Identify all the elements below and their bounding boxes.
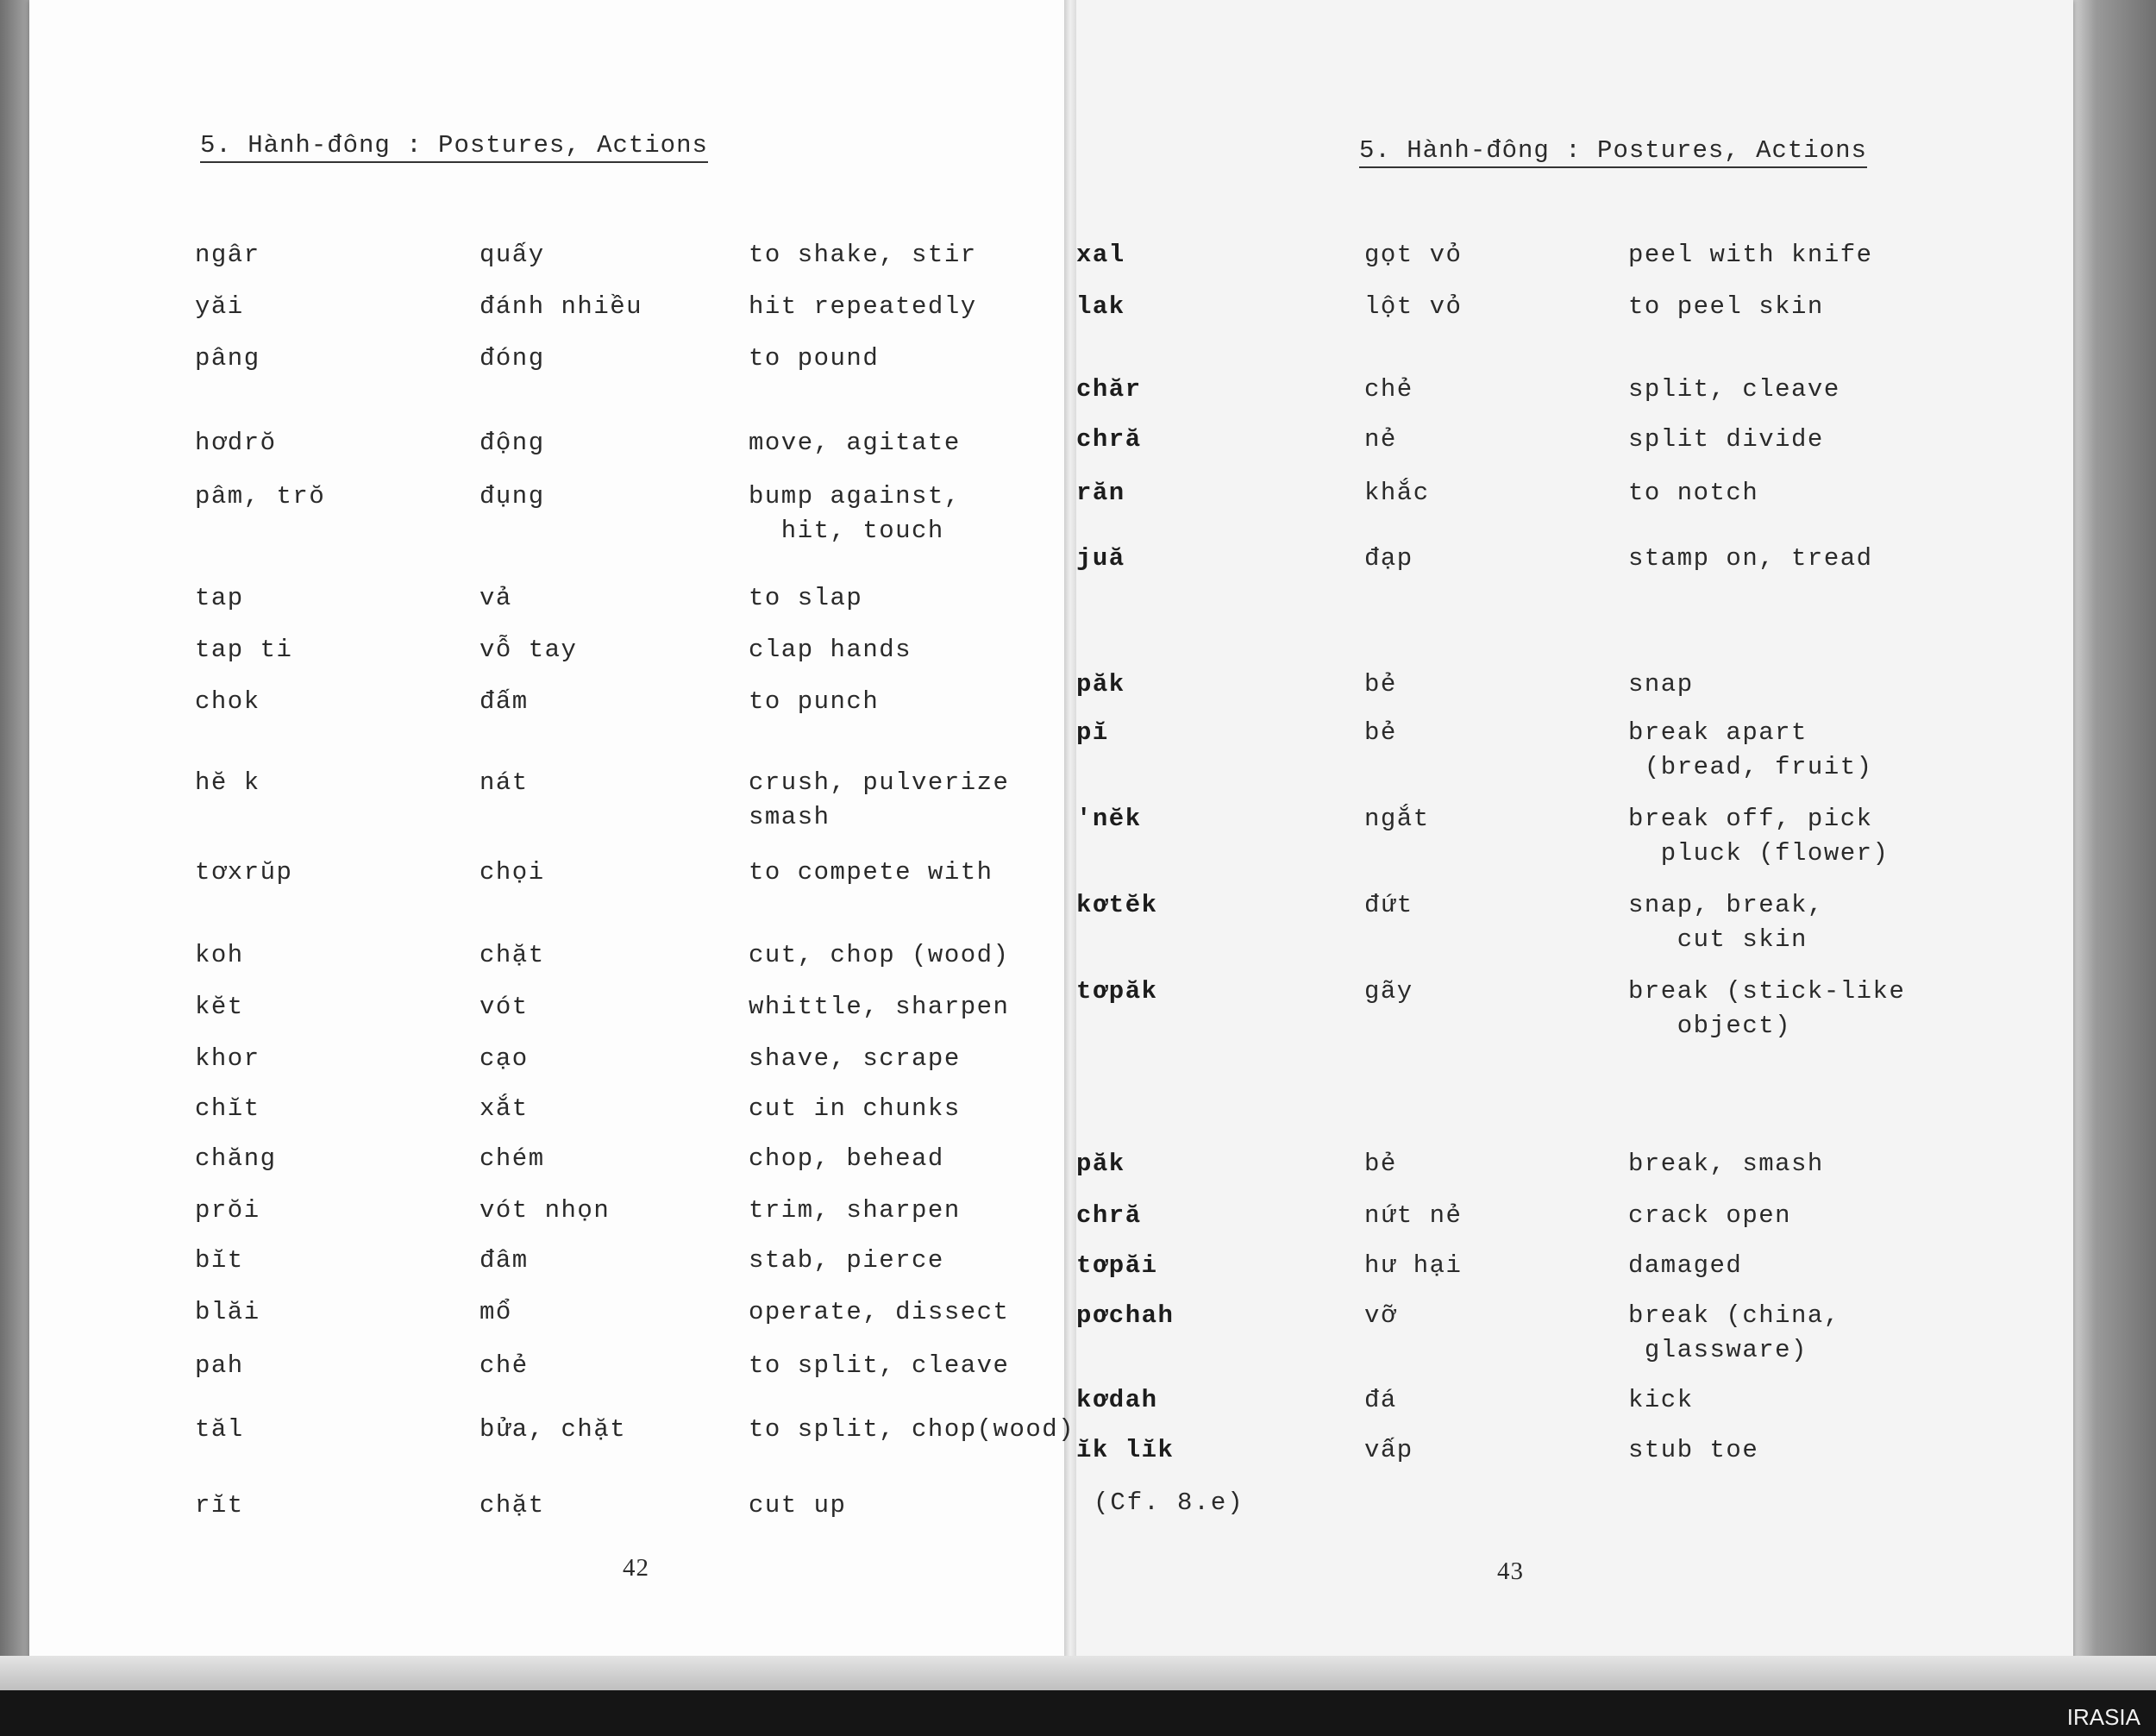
right-term-cell: ĭk lĭk xyxy=(1076,1436,1175,1464)
right-english-cell: break (china, glassware) xyxy=(1628,1301,1840,1364)
right-term-cell: 'nĕk xyxy=(1076,805,1142,833)
right-vietnamese-cell: bẻ xyxy=(1364,670,1397,699)
left-page-header: 5. Hành-đông : Postures, Actions xyxy=(200,131,708,163)
left-term-cell: kĕt xyxy=(195,993,244,1021)
right-vietnamese-cell: khắc xyxy=(1364,479,1430,507)
left-vietnamese-cell: xắt xyxy=(479,1094,529,1123)
right-vietnamese-cell: bẻ xyxy=(1364,718,1397,747)
left-english-cell: cut in chunks xyxy=(749,1094,961,1123)
left-english-cell: cut up xyxy=(749,1491,847,1520)
right-english-cell: snap xyxy=(1628,670,1694,699)
left-english-cell: move, agitate xyxy=(749,429,961,457)
right-term-cell: xal xyxy=(1076,241,1125,269)
left-vietnamese-cell: nát xyxy=(479,768,529,797)
left-english-cell: whittle, sharpen xyxy=(749,993,1010,1021)
left-vietnamese-cell: vót xyxy=(479,993,529,1021)
right-term-cell: tơpăi xyxy=(1076,1251,1158,1280)
right-vietnamese-cell: ngắt xyxy=(1364,805,1430,833)
right-vietnamese-cell: nẻ xyxy=(1364,425,1397,454)
scan-shadow-right xyxy=(2070,0,2156,1736)
left-term-cell: hơdrŏ xyxy=(195,429,277,457)
right-term-cell: pơchah xyxy=(1076,1301,1175,1330)
left-term-cell: khor xyxy=(195,1044,260,1073)
right-term-cell: chră xyxy=(1076,425,1142,454)
left-vietnamese-cell: mổ xyxy=(479,1298,512,1326)
right-english-cell: kick xyxy=(1628,1386,1694,1414)
left-vietnamese-cell: chém xyxy=(479,1144,545,1173)
right-english-cell: break off, pick pluck (flower) xyxy=(1628,805,1890,868)
right-vietnamese-cell: chẻ xyxy=(1364,375,1413,404)
left-term-cell: tơxrŭp xyxy=(195,858,293,887)
left-english-cell: to slap xyxy=(749,584,863,612)
right-term-cell: lak xyxy=(1076,292,1125,321)
right-term-cell: răn xyxy=(1076,479,1125,507)
right-vietnamese-cell: đứt xyxy=(1364,891,1413,919)
left-term-cell: ngâr xyxy=(195,241,260,269)
left-english-cell: hit repeatedly xyxy=(749,292,977,321)
right-english-cell: snap, break, cut skin xyxy=(1628,891,1824,954)
left-vietnamese-cell: cạo xyxy=(479,1044,529,1073)
left-english-cell: to shake, stir xyxy=(749,241,977,269)
right-vietnamese-cell: lột vỏ xyxy=(1364,292,1463,321)
right-term-cell: kơdah xyxy=(1076,1386,1158,1414)
right-vietnamese-cell: đạp xyxy=(1364,544,1413,573)
left-english-cell: chop, behead xyxy=(749,1144,944,1173)
left-vietnamese-cell: vỗ tay xyxy=(479,636,578,664)
right-vietnamese-cell: vấp xyxy=(1364,1436,1413,1464)
left-vietnamese-cell: chặt xyxy=(479,1491,545,1520)
right-page-header: 5. Hành-đông : Postures, Actions xyxy=(1359,136,1867,168)
cross-reference-note: (Cf. 8.e) xyxy=(1094,1488,1244,1517)
right-vietnamese-cell: đá xyxy=(1364,1386,1397,1414)
right-page xyxy=(1069,0,2073,1692)
right-english-cell: peel with knife xyxy=(1628,241,1873,269)
left-term-cell: tăl xyxy=(195,1415,244,1444)
right-vietnamese-cell: gãy xyxy=(1364,977,1413,1006)
scan-bottom-bar xyxy=(0,1690,2156,1736)
left-vietnamese-cell: vót nhọn xyxy=(479,1196,611,1225)
right-vietnamese-cell: nứt nẻ xyxy=(1364,1201,1463,1230)
left-term-cell: chăng xyxy=(195,1144,277,1173)
left-english-cell: trim, sharpen xyxy=(749,1196,961,1225)
right-vietnamese-cell: gọt vỏ xyxy=(1364,241,1463,269)
left-vietnamese-cell: đấm xyxy=(479,687,529,716)
left-english-cell: to pound xyxy=(749,344,880,373)
left-english-cell: cut, chop (wood) xyxy=(749,941,1010,969)
left-term-cell: yăi xyxy=(195,292,244,321)
left-term-cell: tap ti xyxy=(195,636,293,664)
right-english-cell: damaged xyxy=(1628,1251,1743,1280)
right-term-cell: tơpăk xyxy=(1076,977,1158,1006)
right-term-cell: juă xyxy=(1076,544,1125,573)
right-english-cell: break (stick-like object) xyxy=(1628,977,1906,1040)
left-vietnamese-cell: đụng xyxy=(479,482,545,511)
left-term-cell: bĭt xyxy=(195,1246,244,1275)
right-vietnamese-cell: hư hại xyxy=(1364,1251,1463,1280)
left-vietnamese-cell: quấy xyxy=(479,241,545,269)
right-english-cell: split, cleave xyxy=(1628,375,1840,404)
left-english-cell: to split, chop(wood) xyxy=(749,1415,1075,1444)
left-english-cell: stab, pierce xyxy=(749,1246,944,1275)
left-term-cell: pâng xyxy=(195,344,260,373)
left-vietnamese-cell: động xyxy=(479,429,545,457)
left-vietnamese-cell: đâm xyxy=(479,1246,529,1275)
left-vietnamese-cell: đóng xyxy=(479,344,545,373)
left-english-cell: to compete with xyxy=(749,858,993,887)
left-page-number: 42 xyxy=(623,1554,649,1582)
right-english-cell: to notch xyxy=(1628,479,1759,507)
left-vietnamese-cell: bửa, chặt xyxy=(479,1415,627,1444)
left-term-cell: pah xyxy=(195,1351,244,1380)
right-english-cell: break apart (bread, fruit) xyxy=(1628,718,1873,781)
left-term-cell: koh xyxy=(195,941,244,969)
left-english-cell: operate, dissect xyxy=(749,1298,1010,1326)
right-english-cell: stamp on, tread xyxy=(1628,544,1873,573)
left-term-cell: rĭt xyxy=(195,1491,244,1520)
left-term-cell: tap xyxy=(195,584,244,612)
right-page-number: 43 xyxy=(1497,1557,1524,1585)
left-english-cell: crush, pulverize smash xyxy=(749,768,1010,831)
left-vietnamese-cell: đánh nhiều xyxy=(479,292,643,321)
left-term-cell: chok xyxy=(195,687,260,716)
left-term-cell: pâm, trŏ xyxy=(195,482,326,511)
right-english-cell: crack open xyxy=(1628,1201,1792,1230)
right-vietnamese-cell: bẻ xyxy=(1364,1150,1397,1178)
left-term-cell: blăi xyxy=(195,1298,260,1326)
page-bottom-strip xyxy=(0,1656,2156,1692)
left-vietnamese-cell: chặt xyxy=(479,941,545,969)
left-vietnamese-cell: chọi xyxy=(479,858,545,887)
right-english-cell: to peel skin xyxy=(1628,292,1824,321)
left-vietnamese-cell: chẻ xyxy=(479,1351,529,1380)
left-term-cell: hĕ k xyxy=(195,768,260,797)
right-english-cell: stub toe xyxy=(1628,1436,1759,1464)
left-english-cell: shave, scrape xyxy=(749,1044,961,1073)
right-term-cell: pĭ xyxy=(1076,718,1109,747)
right-term-cell: chră xyxy=(1076,1201,1142,1230)
left-term-cell: chĭt xyxy=(195,1094,260,1123)
right-english-cell: break, smash xyxy=(1628,1150,1824,1178)
right-term-cell: chăr xyxy=(1076,375,1142,404)
left-english-cell: bump against, hit, touch xyxy=(749,482,961,545)
right-english-cell: split divide xyxy=(1628,425,1824,454)
watermark-label: IRASIA xyxy=(2066,1704,2140,1730)
left-vietnamese-cell: vả xyxy=(479,584,512,612)
left-term-cell: prŏi xyxy=(195,1196,260,1225)
left-english-cell: clap hands xyxy=(749,636,912,664)
left-english-cell: to punch xyxy=(749,687,880,716)
right-term-cell: păk xyxy=(1076,1150,1125,1178)
left-english-cell: to split, cleave xyxy=(749,1351,1010,1380)
right-term-cell: păk xyxy=(1076,670,1125,699)
right-vietnamese-cell: vỡ xyxy=(1364,1301,1397,1330)
right-term-cell: kơtĕk xyxy=(1076,891,1158,919)
scan-shadow-left xyxy=(0,0,31,1736)
